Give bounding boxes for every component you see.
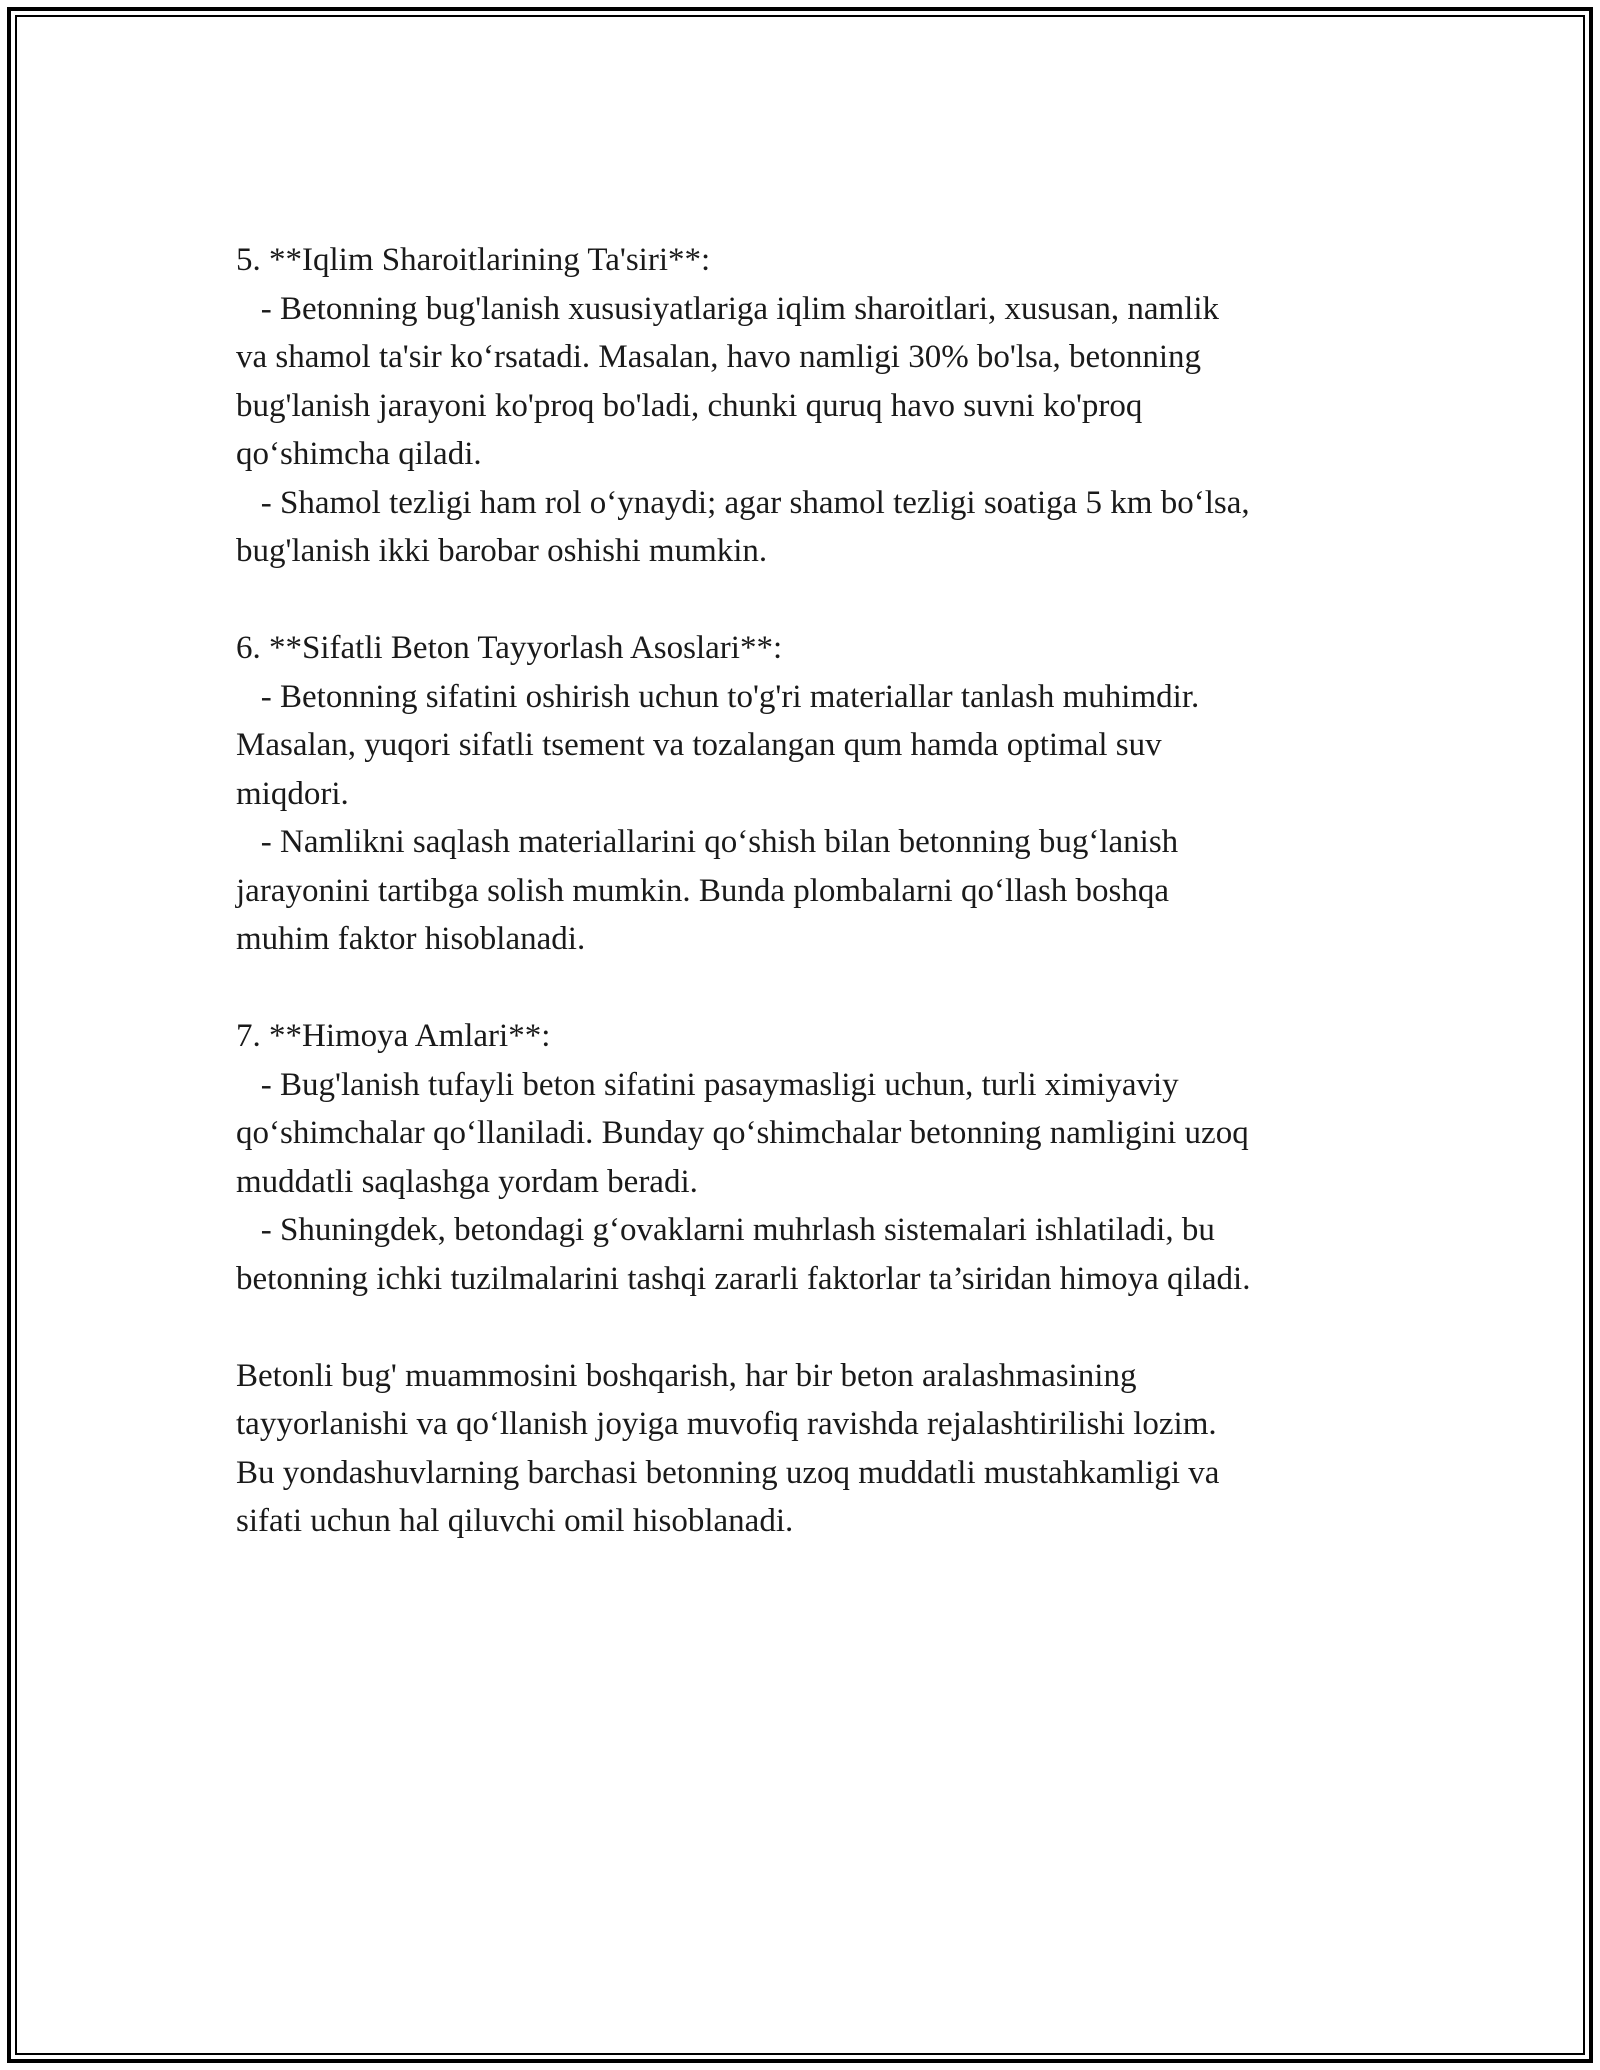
text-line: - Shuningdek, betondagi g‘ovaklarni muhrlash sistemalari ishlatiladi, bu [236,1212,1215,1248]
text-line: bug'lanish ikki barobar oshishi mumkin. [236,533,768,569]
text-line: miqdori. [236,775,349,812]
document-body [236,236,1396,1546]
section-himoya-amlari [236,1012,1396,1303]
text-line: - Betonning sifatini oshirish uchun to'g'ri materiallar tanlash muhimdir. [236,678,1200,715]
text-line: - Shamol tezligi ham rol o‘ynaydi; agar shamol tezligi soatiga 5 km bo‘lsa, [236,484,1250,521]
section-conclusion [236,1352,1396,1546]
text-line: betonning ichki tuzilmalarini tashqi zararli faktorlar ta’siridan himoya qiladi. [236,1260,1251,1297]
text-line: Masalan, yuqori sifatli tsement va tozalangan qum hamda optimal suv [236,727,1162,763]
text-line: sifati uchun hal qiluvchi omil hisoblanadi. [236,1503,794,1539]
paragraph-gap [236,576,1396,625]
section-sifatli-beton [236,624,1396,964]
text-line: bug'lanish jarayoni ko'proq bo'ladi, chunki quruq havo suvni ko'proq [236,387,1143,424]
text-line: - Betonning bug'lanish xususiyatlariga iqlim sharoitlari, xususan, namlik [236,290,1219,327]
section-iqlim-sharoitlari [236,236,1396,576]
text-line: qo‘shimcha qiladi. [236,436,482,472]
text-line: - Bug'lanish tufayli beton sifatini pasaymasligi uchun, turli ximiyaviy [236,1066,1179,1103]
text-line: muhim faktor hisoblanadi. [236,921,586,957]
text-line: va shamol ta'sir ko‘rsatadi. Masalan, havo namligi 30% bo'lsa, betonning [236,339,1202,375]
section-heading: 7. **Himoya Amlari**: [236,1018,551,1054]
paragraph-gap [236,964,1396,1013]
text-line: tayyorlanishi va qo‘llanish joyiga muvofiq ravishda rejalashtirilishi lozim. [236,1406,1217,1442]
section-heading: 5. **Iqlim Sharoitlarining Ta'siri**: [236,242,711,278]
text-line: Betonli bug' muammosini boshqarish, har bir beton aralashmasining [236,1357,1137,1394]
text-line: jarayonini tartibga solish mumkin. Bunda plombalarni qo‘llash boshqa [236,872,1170,909]
paragraph-gap [236,1303,1396,1352]
text-line: Bu yondashuvlarning barchasi betonning uzoq muddatli mustahkamligi va [236,1454,1220,1491]
text-line: qo‘shimchalar qo‘llaniladi. Bunday qo‘shimchalar betonning namligini uzoq [236,1115,1249,1151]
section-heading: 6. **Sifatli Beton Tayyorlash Asoslari**: [236,630,783,666]
text-line: muddatli saqlashga yordam beradi. [236,1163,698,1200]
text-line: - Namlikni saqlash materiallarini qo‘shish bilan betonning bug‘lanish [236,824,1179,860]
